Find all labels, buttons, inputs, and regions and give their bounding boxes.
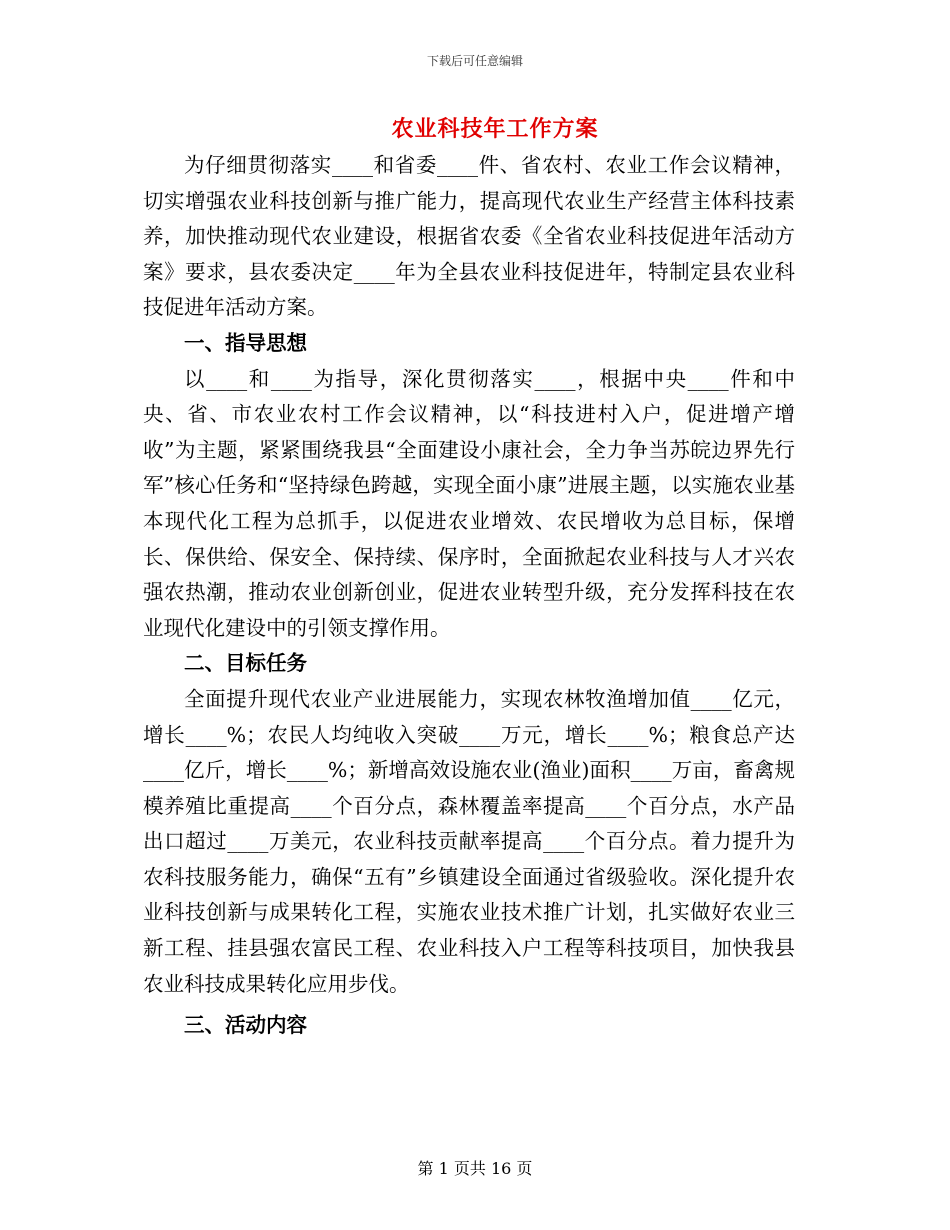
section-paragraph-objectives: 全面提升现代农业产业进展能力，实现农林牧渔增加值____亿元，增长____%；农民人均纯收入突破____万元，增长____%；粮食总产达____亿斤，增长____%；新增高效设施农业(渔业)面积____万亩，畜禽规模养殖比重提高____个百分点，森林覆盖率提高____个百分点，水产品出口超过____万美元，农业科技贡献率提高____个百分点。着力提升为农科技服务能力，确保“五有”乡镇建设全面通过省级验收。深化提升农业科技创新与成果转化工程，实施农业技术推广计划，扎实做好农业三新工程、挂县强农富民工程、农业科技入户工程等科技项目，加快我县农业科技成果转化应用步伐。 [143, 686, 795, 996]
section-heading-guiding-ideology: 一、指导思想 [184, 330, 307, 355]
intro-paragraph: 为仔细贯彻落实____和省委____件、省农村、农业工作会议精神，切实增强农业科技创新与推广能力，提高现代农业生产经营主体科技素养，加快推动现代农业建设，根据省农委《全省农业科技促进年活动方案》要求，县农委决定____年为全县农业科技促进年，特制定县农业科技促进年活动方案。 [143, 153, 795, 320]
section-paragraph-guiding-ideology: 以____和____为指导，深化贯彻落实____，根据中央____件和中央、省、市农业农村工作会议精神，以“科技进村入户，促进增产增收”为主题，紧紧围绕我县“全面建设小康社会，全力争当苏皖边界先行军”核心任务和“坚持绿色跨越，实现全面小康”进展主题，以实施农业基本现代化工程为总抓手，以促进农业增效、农民增收为总目标，保增长、保供给、保安全、保持续、保序时，全面掀起农业科技与人才兴农强农热潮，推动农业创新创业，促进农业转型升级，充分发挥科技在农业现代化建设中的引领支撑作用。 [143, 366, 795, 640]
section-heading-objectives: 二、目标任务 [184, 651, 307, 676]
section-heading-activities: 三、活动内容 [184, 1013, 307, 1038]
page-footer: 第 1 页共 16 页 [417, 1159, 533, 1178]
document-title: 农业科技年工作方案 [391, 116, 599, 142]
header-note: 下载后可任意编辑 [426, 54, 523, 68]
document-body [143, 148, 795, 1044]
